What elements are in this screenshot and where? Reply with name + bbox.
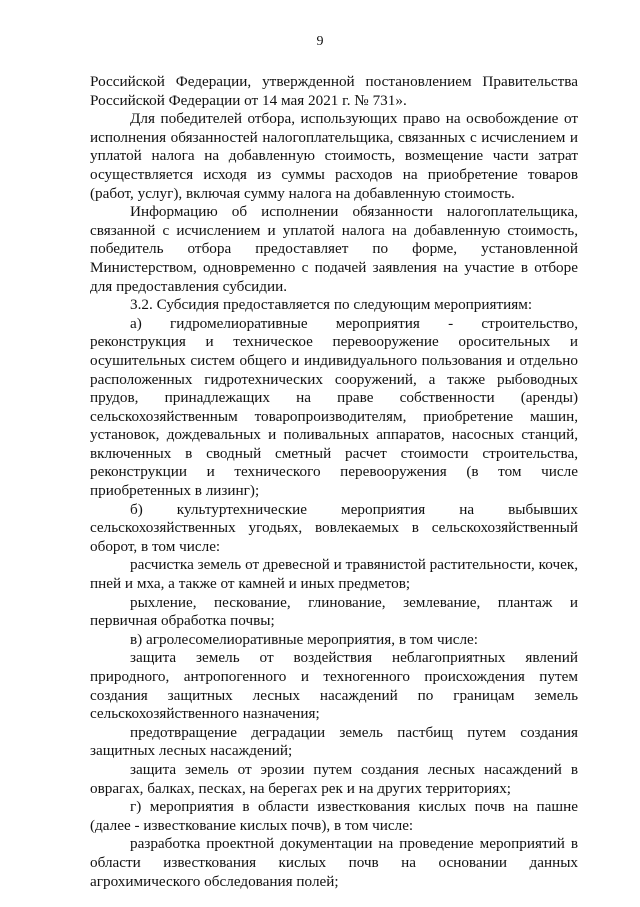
paragraph: разработка проектной документации на проведение мероприятий в области известкования кислых почв на основании данных агрохимического обследования полей;	[90, 835, 578, 890]
paragraph: Для победителей отбора, использующих право на освобождение от исполнения обязанностей налогоплательщика, связанных с исчислением и уплатой налога на добавленную стоимость, возмещение части затрат осуществляется исходя из суммы расходов на приобретение товаров (работ, услуг), включая сумму налога на добавленную стоимость.	[90, 110, 578, 202]
paragraph: предотвращение деградации земель пастбищ путем создания защитных лесных насаждений;	[90, 723, 578, 760]
document-body	[90, 73, 578, 891]
paragraph: а) гидромелиоративные мероприятия - строительство, реконструкция и техническое перевооружение оросительных и осушительных систем общего и индивидуального пользования и отдельно расположенных гидротехнических сооружений, а также рыбоводных прудов, принадлежащих на праве собственности (аренды) сельскохозяйственным товаропроизводителям, приобретение машин, установок, дождевальных и поливальных аппаратов, насосных станций, включенных в сводный сметный расчет стоимости строительства, реконструкции и технического перевооружения (в том числе приобретенных в лизинг);	[90, 314, 578, 500]
paragraph: 3.2. Субсидия предоставляется по следующим мероприятиям:	[130, 296, 533, 314]
paragraph: б) культуртехнические мероприятия на выбывших сельскохозяйственных угодьях, вовлекаемых в сельскохозяйственный оборот, в том числе:	[90, 500, 578, 555]
paragraph: в) агролесомелиоративные мероприятия, в том числе:	[130, 630, 479, 648]
paragraph: защита земель от воздействия неблагоприятных явлений природного, антропогенного и техногенного происхождения путем создания защитных лесных насаждений по границам земель сельскохозяйственного назначения;	[90, 649, 578, 723]
paragraph: рыхление, пескование, глинование, землевание, плантаж и первичная обработка почвы;	[90, 593, 578, 630]
page-number: 9	[316, 34, 324, 49]
paragraph: защита земель от эрозии путем создания лесных насаждений в оврагах, балках, песках, на берегах рек и на других территориях;	[90, 760, 578, 797]
paragraph: Информацию об исполнении обязанности налогоплательщика, связанной с исчислением и уплатой налога на добавленную стоимость, победитель отбора предоставляет по форме, установленной Министерством, одновременно с подачей заявления на участие в отборе для предоставления субсидии.	[90, 203, 578, 295]
paragraph: Российской Федерации, утвержденной постановлением Правительства Российской Федерации от 14 мая 2021 г. № 731».	[90, 73, 578, 109]
paragraph: г) мероприятия в области известкования кислых почв на пашне (далее - известкование кислых почв), в том числе:	[90, 798, 578, 834]
paragraph: расчистка земель от древесной и травянистой растительности, кочек, пней и мха, а также от камней и иных предметов;	[90, 556, 578, 593]
